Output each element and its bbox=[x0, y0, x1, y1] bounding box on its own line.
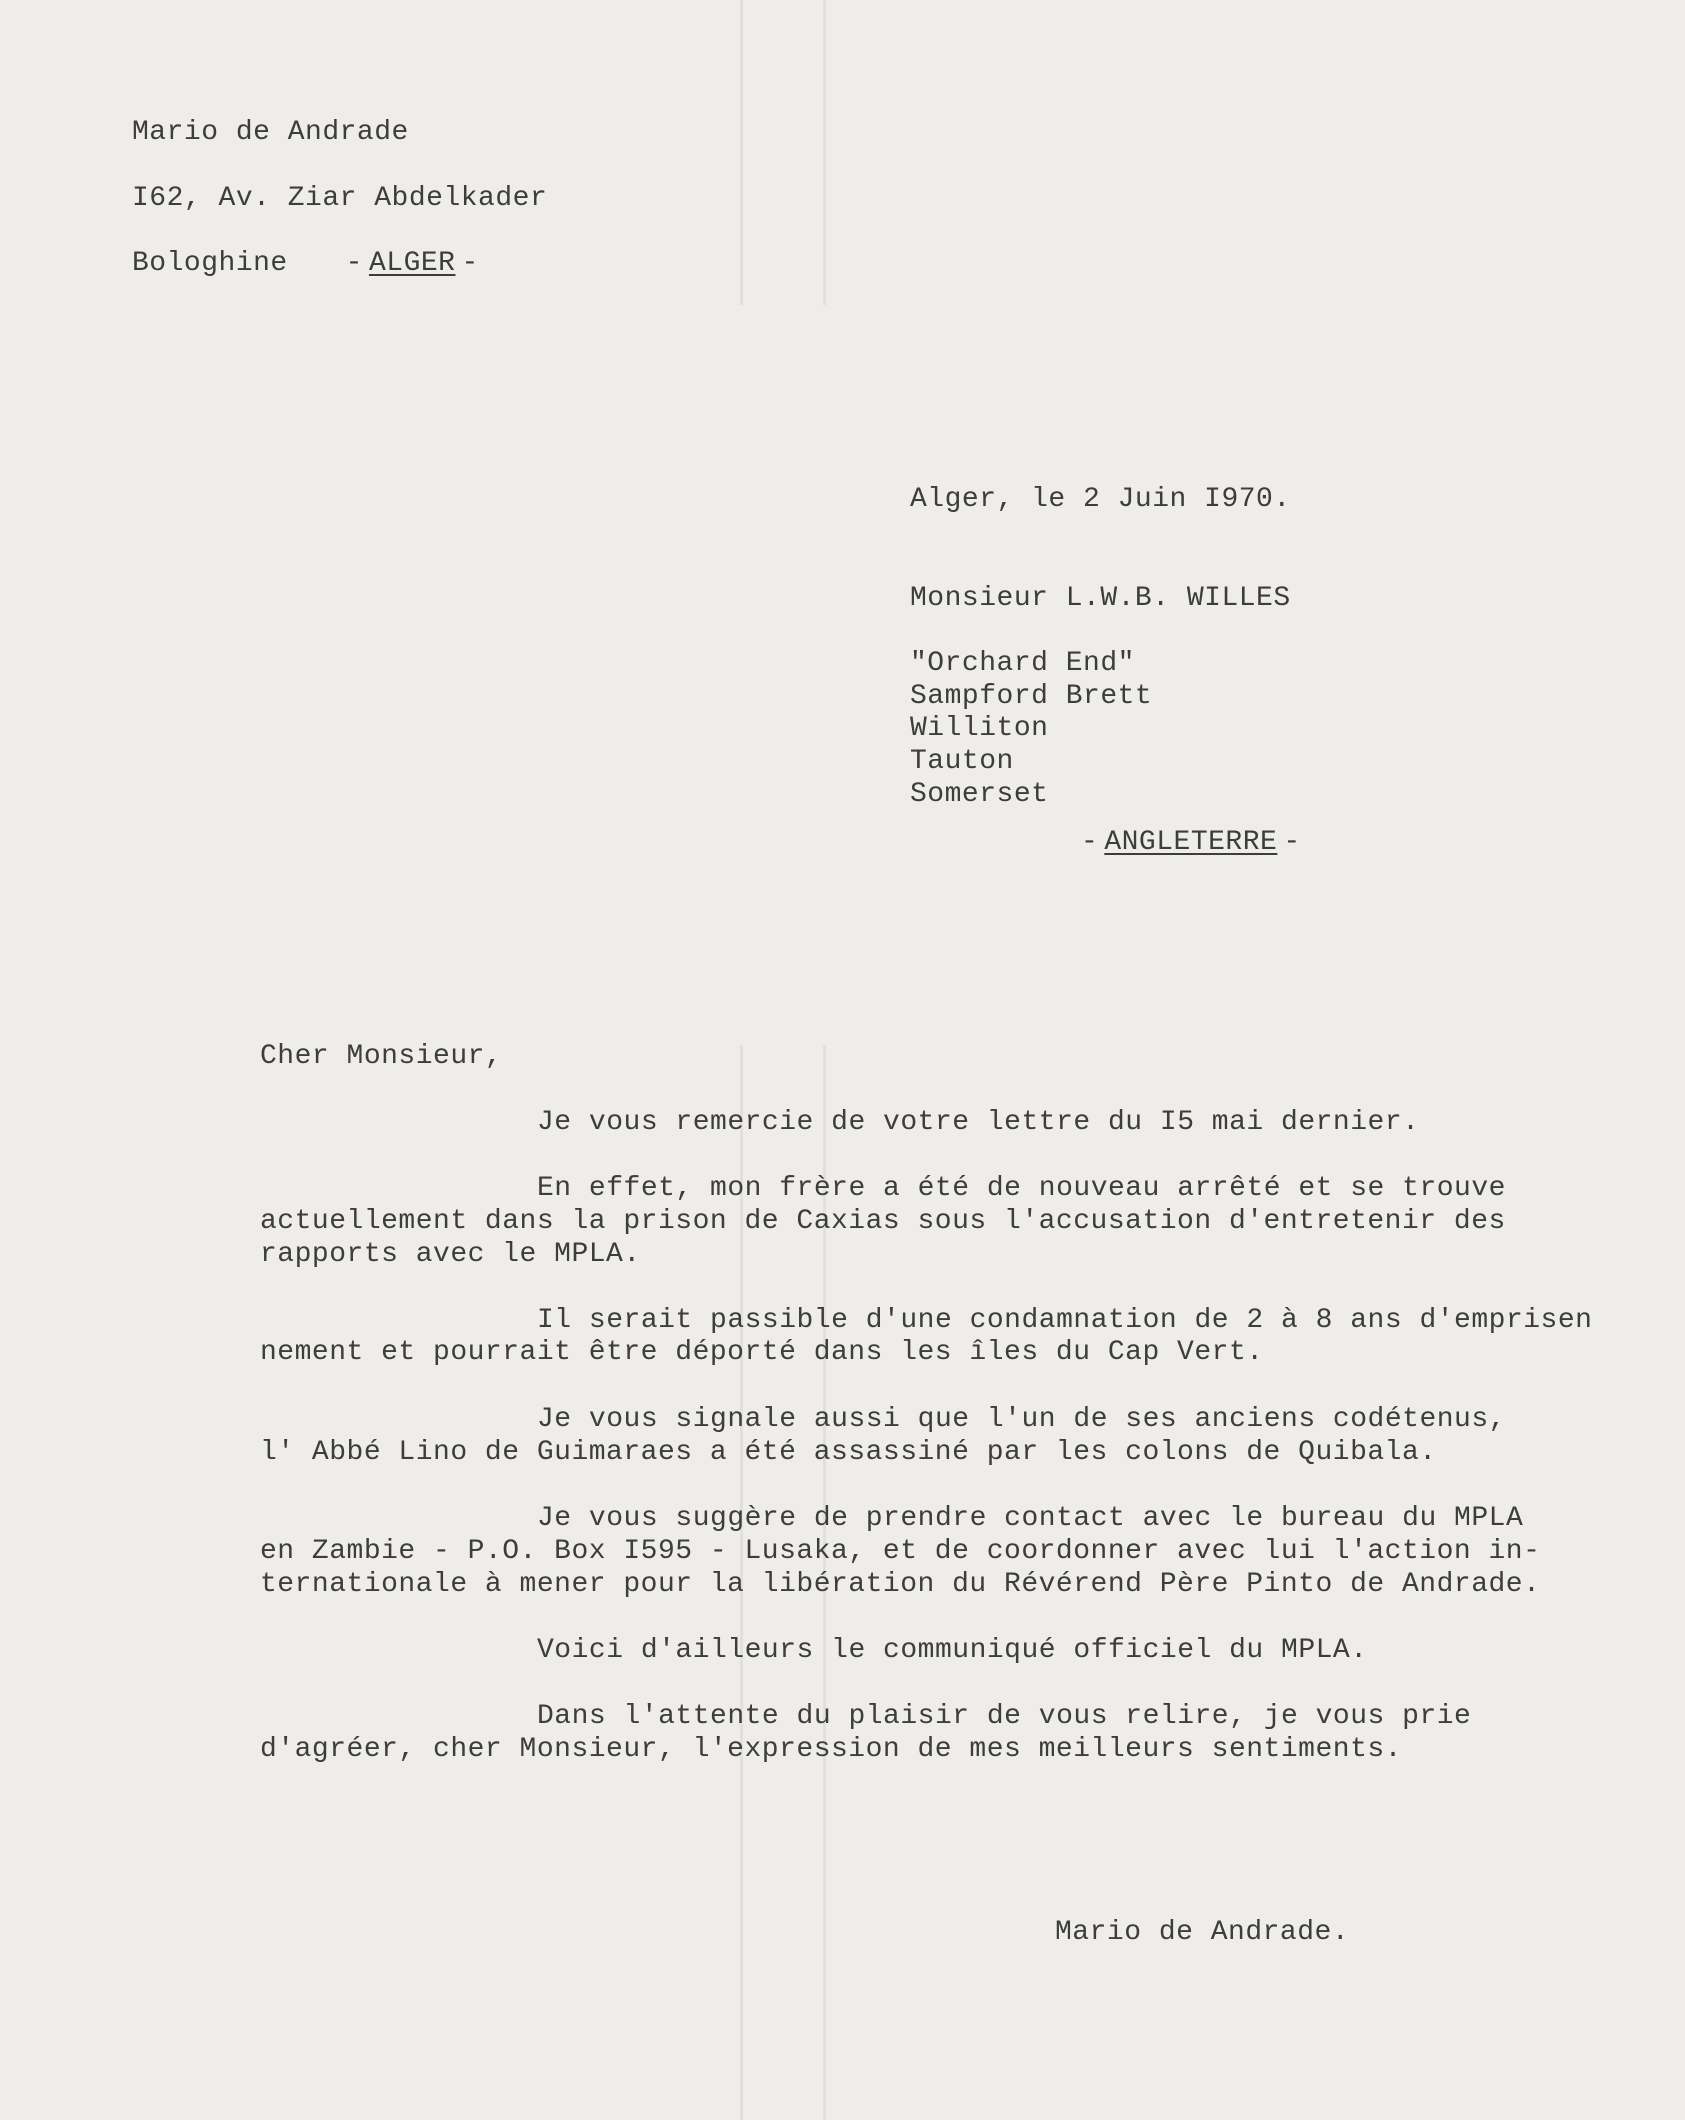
body-paragraph-3-line: nement et pourrait être déporté dans les îles du Cap Vert. bbox=[260, 1337, 1264, 1368]
signature: Mario de Andrade. bbox=[1055, 1917, 1350, 1948]
body-paragraph-4-line: Je vous signale aussi que l'un de ses anciens codétenus, bbox=[537, 1404, 1506, 1435]
recipient-address-line: Tauton bbox=[910, 746, 1014, 777]
body-paragraph-3-line: Il serait passible d'une condamnation de 2 à 8 ans d'emprisen bbox=[537, 1305, 1593, 1336]
sender-city-line: Bologhine - ALGER - bbox=[132, 248, 479, 279]
body-paragraph-7-line: d'agréer, cher Monsieur, l'expression de mes meilleurs sentiments. bbox=[260, 1734, 1402, 1765]
body-paragraph-1: Je vous remercie de votre lettre du I5 mai dernier. bbox=[537, 1107, 1420, 1138]
recipient-address-line: Somerset bbox=[910, 779, 1049, 810]
body-paragraph-2-line: actuellement dans la prison de Caxias sous l'accusation d'entretenir des bbox=[260, 1206, 1506, 1237]
watermark-stamp-top bbox=[740, 0, 826, 305]
body-paragraph-5-line: en Zambie - P.O. Box I595 - Lusaka, et de coordonner avec lui l'action in- bbox=[260, 1536, 1541, 1567]
sender-name: Mario de Andrade bbox=[132, 117, 409, 148]
recipient-address-line: "Orchard End" bbox=[910, 648, 1135, 679]
body-paragraph-4-line: l' Abbé Lino de Guimaraes a été assassiné par les colons de Quibala. bbox=[260, 1437, 1437, 1468]
salutation: Cher Monsieur, bbox=[260, 1041, 503, 1072]
recipient-address-line: Williton bbox=[910, 713, 1049, 744]
recipient-name: Monsieur L.W.B. WILLES bbox=[910, 583, 1291, 614]
body-paragraph-2-line: rapports avec le MPLA. bbox=[260, 1239, 641, 1270]
body-paragraph-2-line: En effet, mon frère a été de nouveau arrêté et se trouve bbox=[537, 1173, 1506, 1204]
body-paragraph-5-line: Je vous suggère de prendre contact avec le bureau du MPLA bbox=[537, 1503, 1524, 1534]
recipient-address-line: Sampford Brett bbox=[910, 681, 1153, 712]
date-line: Alger, le 2 Juin I970. bbox=[910, 484, 1291, 515]
sender-region: ALGER bbox=[368, 248, 456, 279]
body-paragraph-7-line: Dans l'attente du plaisir de vous relire, je vous prie bbox=[537, 1701, 1472, 1732]
body-paragraph-6: Voici d'ailleurs le communiqué officiel du MPLA. bbox=[537, 1635, 1368, 1666]
recipient-country: ANGLETERRE bbox=[1104, 827, 1278, 858]
sender-city: Bologhine bbox=[132, 248, 288, 279]
body-paragraph-5-line: ternationale à mener pour la libération du Révérend Père Pinto de Andrade. bbox=[260, 1569, 1541, 1600]
recipient-country-line: - ANGLETERRE - bbox=[1081, 827, 1301, 858]
sender-street: I62, Av. Ziar Abdelkader bbox=[132, 183, 548, 214]
